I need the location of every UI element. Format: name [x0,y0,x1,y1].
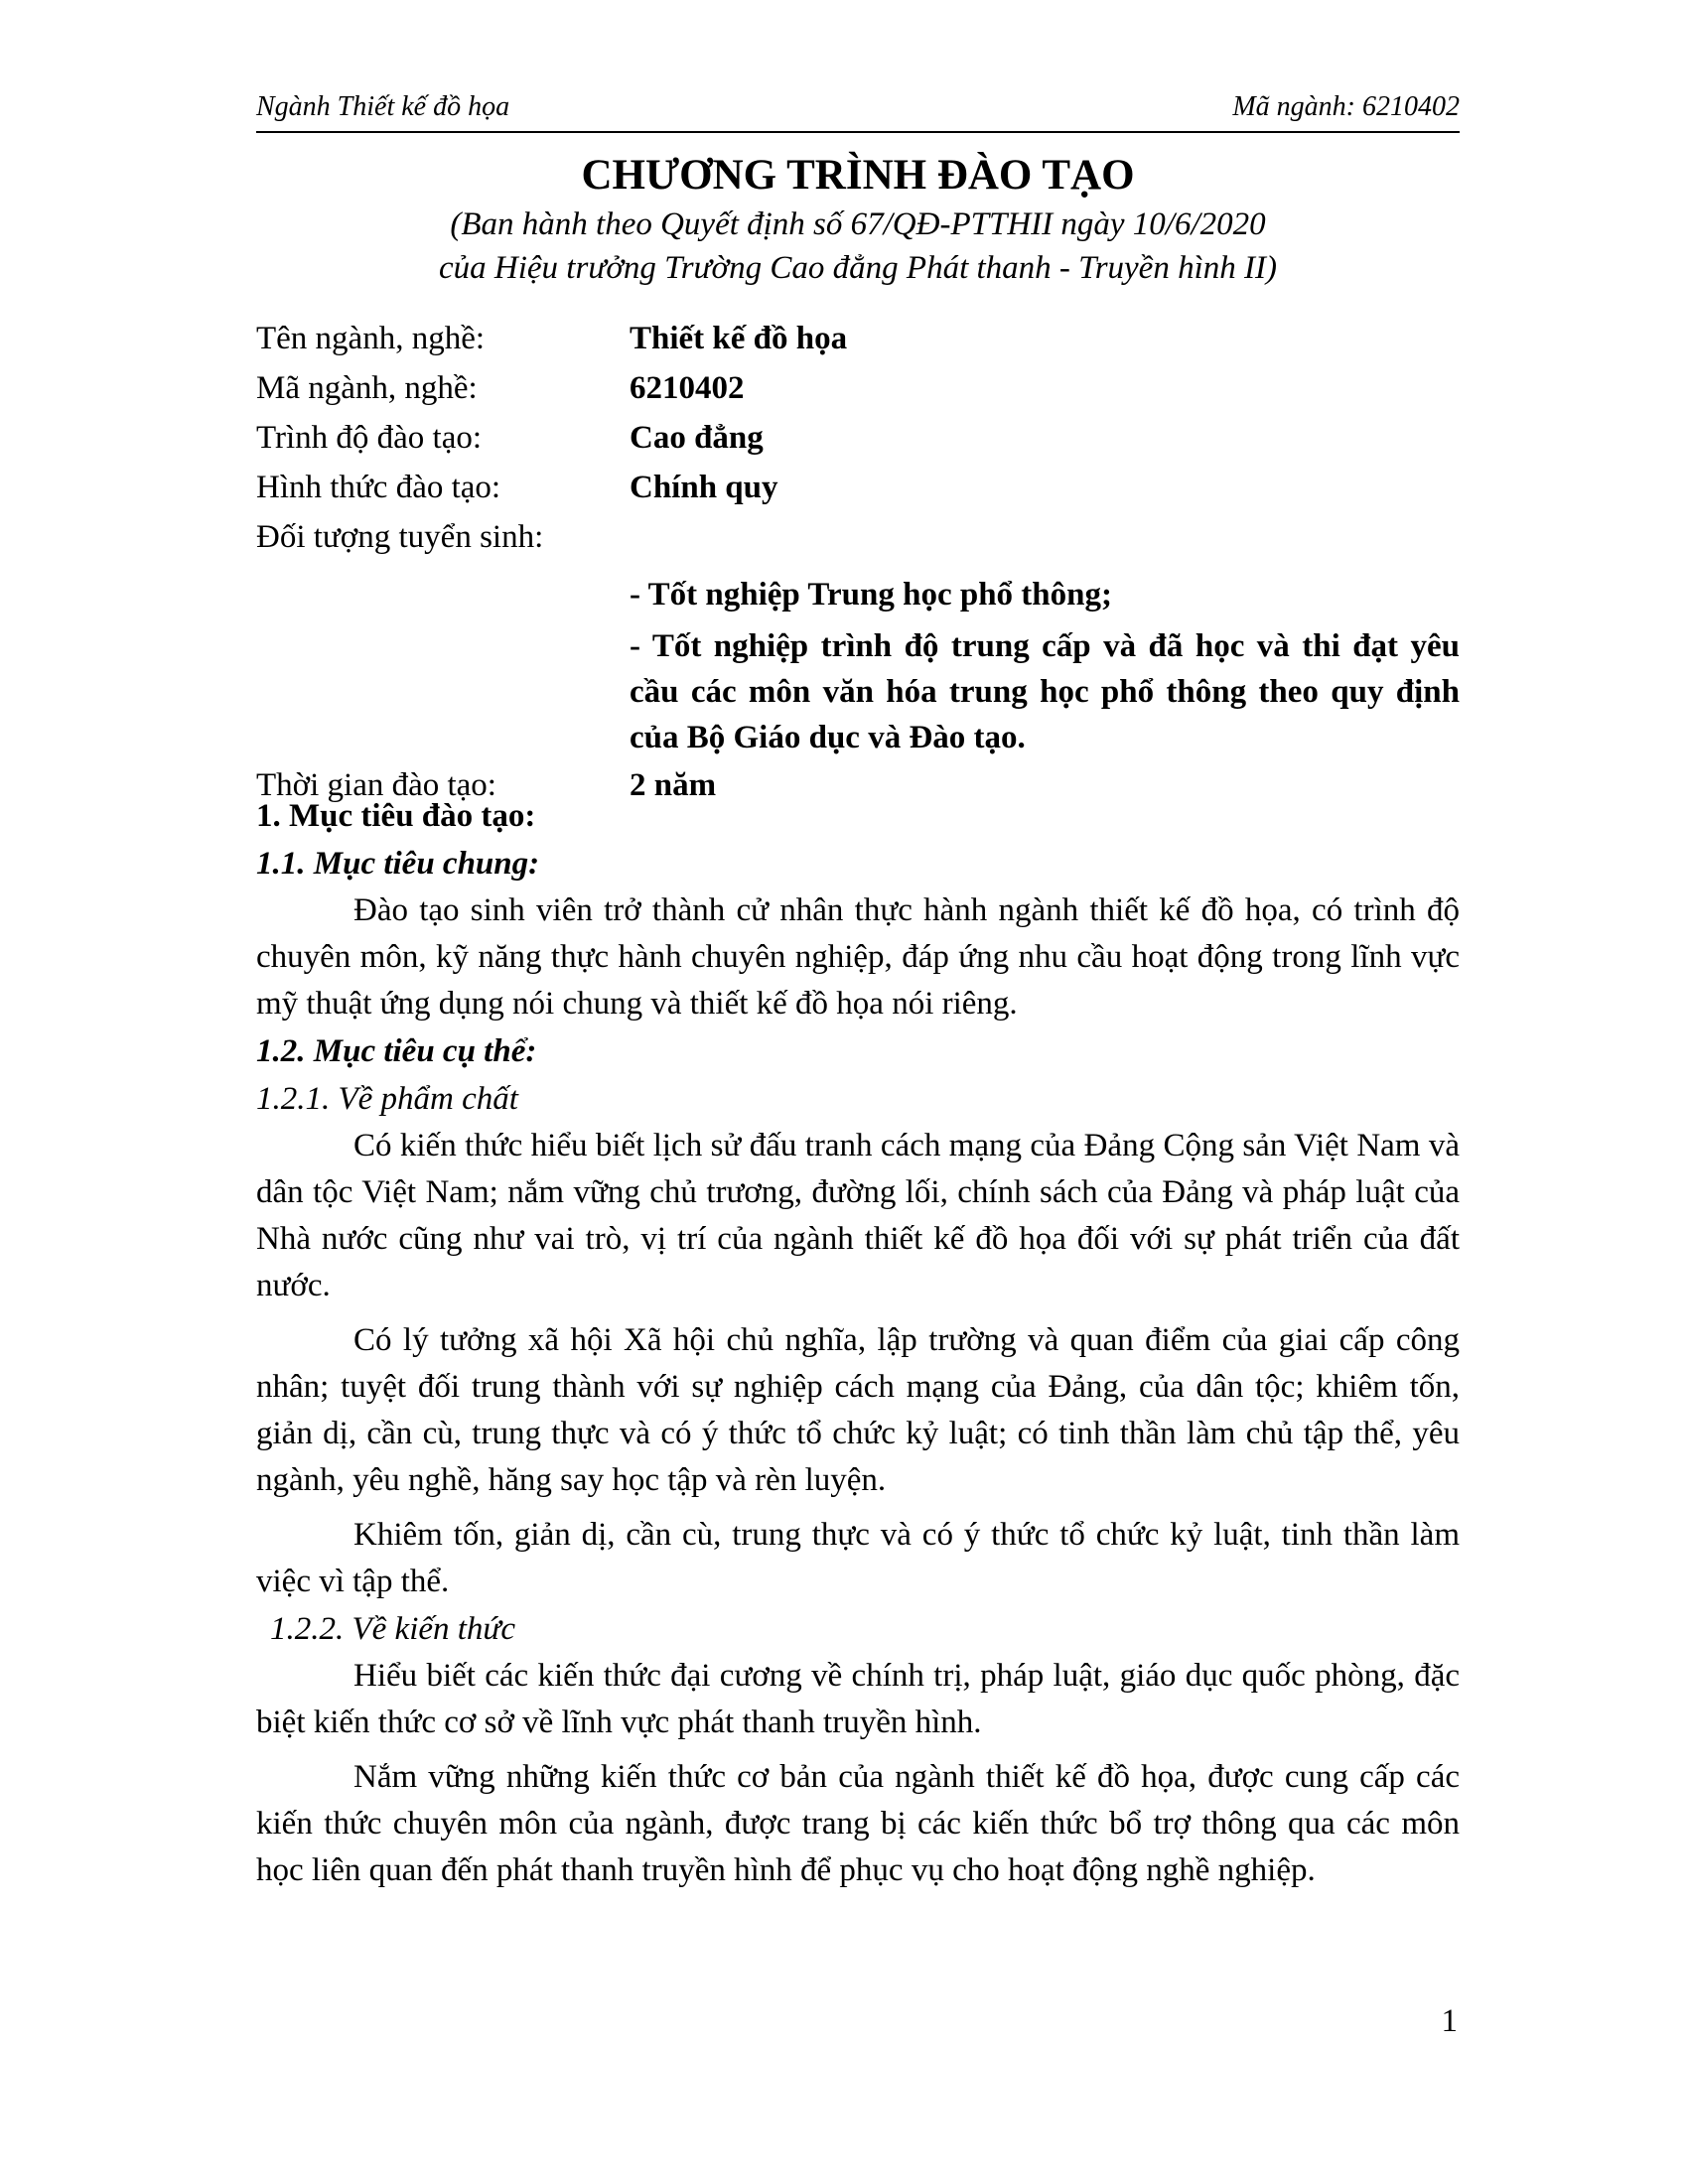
subsubsection-heading: 1.2.1. Về phẩm chất [256,1081,518,1117]
subsection-heading: 1.1. Mục tiêu chung: [256,846,540,882]
paragraph: Hiểu biết các kiến thức đại cương về chính trị, pháp luật, giáo dục quốc phòng, đặc biệt kiến thức cơ sở về lĩnh vực phát thanh truyền hình. [256,1658,1460,1740]
info-label: Đối tượng tuyển sinh: [256,518,544,555]
info-value: Cao đẳng [630,419,764,456]
info-value: 6210402 [630,369,745,406]
info-row-hinhthuc [256,463,1460,512]
info-row-doituong [256,512,1460,562]
document-body [256,792,1460,1894]
subsubsection-heading: 1.2.2. Về kiến thức [270,1611,516,1647]
info-value: Chính quy [630,469,778,505]
info-label: Trình độ đào tạo: [256,419,483,456]
paragraph: Có kiến thức hiểu biết lịch sử đấu tranh cách mạng của Đảng Cộng sản Việt Nam và dân tộc Việt Nam; nắm vững chủ trương, đường lối, chính sách của Đảng và pháp luật của Nhà nước cũng như vai trò, vị trí của ngành thiết kế đồ họa đối với sự phát triển của đất nước. [256,1128,1460,1303]
program-info [256,314,1460,810]
page-number: 1 [1441,2003,1458,2039]
info-value: Thiết kế đồ họa [630,320,848,356]
subtitle-line-1: (Ban hành theo Quyết định số 67/QĐ-PTTHII ngày 10/6/2020 [450,206,1266,242]
info-label: Tên ngành, nghề: [256,320,486,356]
info-row-nganh [256,314,1460,363]
admission-item: - Tốt nghiệp trình độ trung cấp và đã học và thi đạt yêu cầu các môn văn hóa trung học phổ thông theo quy định của Bộ Giáo dục và Đào tạo. [630,628,1460,755]
running-header [256,91,1460,133]
info-value: 2 năm [630,766,717,803]
subtitle-line-2: của Hiệu trưởng Trường Cao đẳng Phát thanh - Truyền hình II) [439,250,1277,286]
info-label: Hình thức đào tạo: [256,469,501,505]
admission-item: - Tốt nghiệp Trung học phổ thông; [630,577,1112,613]
info-label: Mã ngành, nghề: [256,369,478,406]
info-row-trinhdo [256,413,1460,463]
section-heading: 1. Mục tiêu đào tạo: [256,798,536,834]
title-block [256,149,1460,290]
header-program-code: Mã ngành: 6210402 [1232,91,1460,122]
header-program-name: Ngành Thiết kế đồ họa [256,91,510,122]
subsection-heading: 1.2. Mục tiêu cụ thể: [256,1033,537,1069]
paragraph: Đào tạo sinh viên trở thành cử nhân thực hành ngành thiết kế đồ họa, có trình độ chuyên môn, kỹ năng thực hành chuyên nghiệp, đáp ứng nhu cầu hoạt động trong lĩnh vực mỹ thuật ứng dụng nói chung và thiết kế đồ họa nói riêng. [256,892,1460,1022]
document-title: CHƯƠNG TRÌNH ĐÀO TẠO [581,152,1135,199]
paragraph: Có lý tưởng xã hội Xã hội chủ nghĩa, lập trường và quan điểm của giai cấp công nhân; tuyệt đối trung thành với sự nghiệp cách mạng của Đảng, của dân tộc; khiêm tốn, giản dị, cần cù, trung thực và có ý thức tổ chức kỷ luật; có tinh thần làm chủ tập thể, yêu ngành, yêu nghề, hăng say học tập và rèn luyện. [256,1322,1460,1498]
admission-criteria [630,572,1460,760]
paragraph: Nắm vững những kiến thức cơ bản của ngành thiết kế đồ họa, được cung cấp các kiến thức chuyên môn của ngành, được trang bị các kiến thức bổ trợ thông qua các môn học liên quan đến phát thanh truyền hình để phục vụ cho hoạt động nghề nghiệp. [256,1759,1460,1888]
info-label: Thời gian đào tạo: [256,766,496,803]
info-row-ma [256,363,1460,413]
paragraph: Khiêm tốn, giản dị, cần cù, trung thực và có ý thức tổ chức kỷ luật, tinh thần làm việc vì tập thể. [256,1517,1460,1599]
